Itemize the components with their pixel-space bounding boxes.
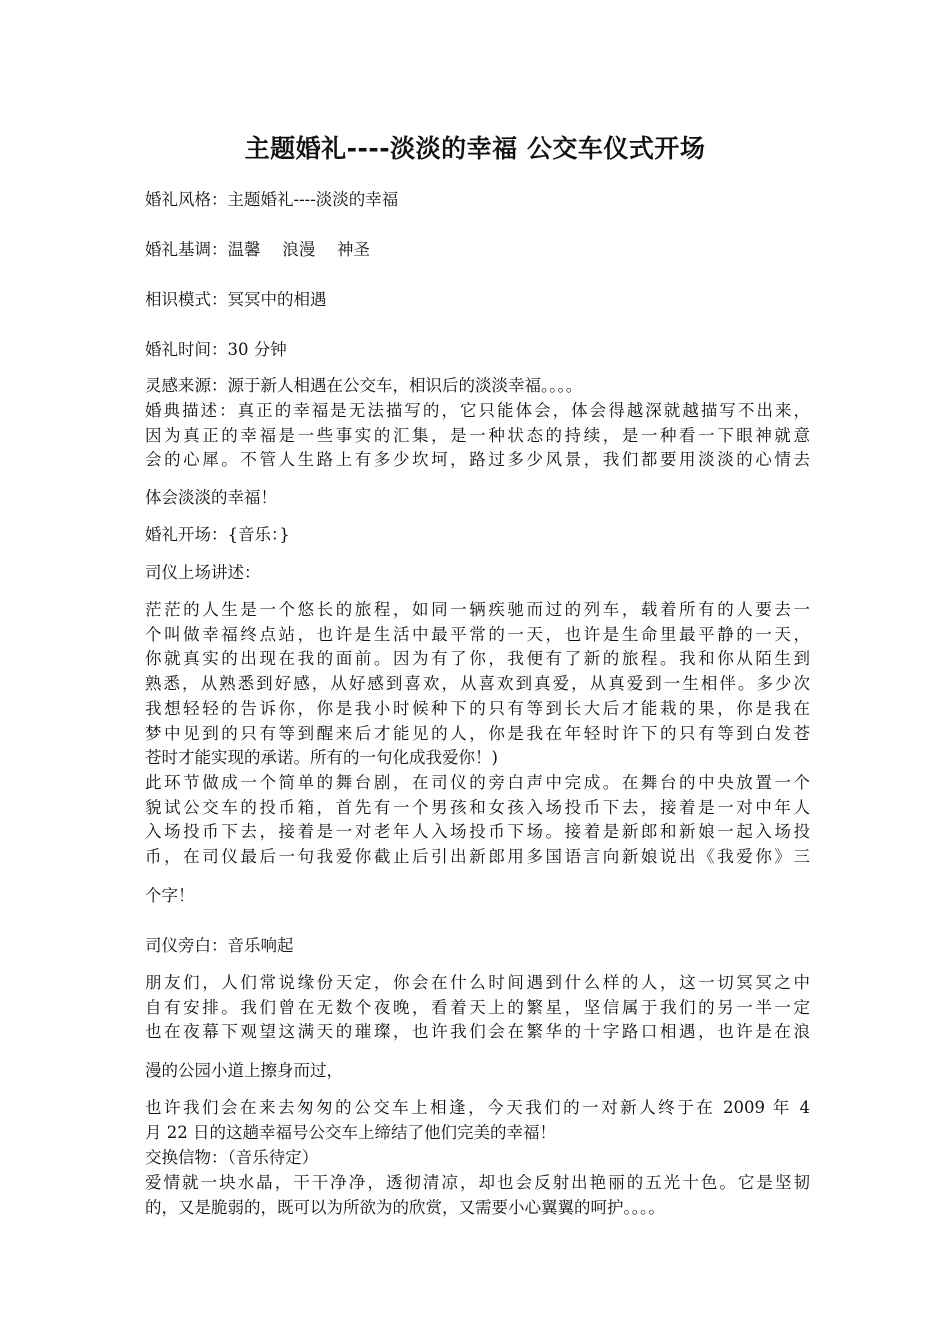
wedding-time-line: 婚礼时间：30 分钟 — [145, 340, 287, 359]
speech-line: 你就真实的出现在我的面前。因为有了你，我便有了新的旅程。我和你从陌生到 — [145, 649, 810, 669]
stage-play-description — [145, 771, 810, 870]
stage-tail: 个字！ — [145, 886, 195, 905]
stage-line: 此环节做成一个简单的舞台剧，在司仪的旁白声中完成。在舞台的中央放置一个 — [145, 773, 810, 792]
speech-line: 梦中见到的只有等到醒来后才能见的人，你是我在年轻时许下的只有等到白发苍 — [145, 723, 810, 743]
speech-line: 个叫做幸福终点站，也许是生活中最平常的一天，也许是生命里最平静的一天， — [145, 624, 810, 644]
meeting-mode-line: 相识模式：冥冥中的相遇 — [145, 290, 327, 309]
wedding-opening-line: 婚礼开场：{音乐：} — [145, 525, 290, 544]
speech-line: 我想轻轻的告诉你，你是我小时候种下的只有等到长大后才能栽的果，你是我在 — [145, 698, 810, 718]
speech-line: 熟悉，从熟悉到好感，从好感到喜欢，从喜欢到真爱，从真爱到一生相伴。多少次 — [145, 674, 810, 694]
love-paragraph — [145, 1171, 810, 1220]
love-line: 的，又是脆弱的，既可以为所欲为的欣赏，又需要小心翼翼的呵护。。。。 — [145, 1197, 665, 1217]
bus-line: 也许我们会在来去匆匆的公交车上相逢，今天我们的一对新人终于在 2009 年 4 — [145, 1098, 810, 1117]
bus-meeting-paragraph — [145, 1096, 810, 1145]
host-speech — [145, 598, 810, 771]
narration-line: 朋友们，人们常说缘份天定，你会在什么时间遇到什么样的人，这一切冥冥之中 — [145, 973, 810, 992]
ceremony-description — [145, 399, 810, 473]
description-line: 婚典描述：真正的幸福是无法描写的，它只能体会，体会得越深就越描写不出来， — [145, 401, 810, 420]
narration-line: 自有安排。我们曾在无数个夜晚，看着天上的繁星，坚信属于我们的另一半一定 — [145, 997, 810, 1017]
inspiration-source-line: 灵感来源：源于新人相遇在公交车，相识后的淡淡幸福。。。。 — [145, 376, 583, 395]
narration-tail: 漫的公园小道上擦身而过， — [145, 1061, 343, 1080]
description-tail: 体会淡淡的幸福！ — [145, 488, 277, 507]
description-line: 会的心犀。不管人生路上有多少坎坷，路过多少风景，我们都要用淡淡的心情去 — [145, 450, 810, 470]
love-line: 爱情就一块水晶，干干净净，透彻清凉，却也会反射出艳丽的五光十色。它是坚韧 — [145, 1173, 810, 1192]
document-title: 主题婚礼----淡淡的幸福 公交车仪式开场 — [244, 134, 706, 163]
exchange-tokens-line: 交换信物：（音乐待定） — [145, 1148, 319, 1167]
speech-line: 茫茫的人生是一个悠长的旅程，如同一辆疾驰而过的列车，载着所有的人要去一 — [145, 600, 810, 619]
description-line: 因为真正的幸福是一些事实的汇集，是一种状态的持续，是一种看一下眼神就意 — [145, 425, 810, 445]
stage-line: 貌试公交车的投币箱，首先有一个男孩和女孩入场投币下去，接着是一对中年人 — [145, 797, 810, 817]
wedding-tone-line: 婚礼基调：温馨 浪漫 神圣 — [145, 240, 370, 259]
narration-line: 也在夜幕下观望这满天的璀璨，也许我们会在繁华的十字路口相遇，也许是在浪 — [145, 1022, 810, 1042]
host-intro-line: 司仪上场讲述： — [145, 563, 261, 582]
stage-line: 入场投币下去，接着是一对老年人入场投币下场。接着是新郎和新娘一起入场投 — [145, 822, 810, 842]
host-narration — [145, 971, 810, 1045]
speech-line: 苍时才能实现的承诺。所有的一句化成我爱你！) — [145, 748, 498, 768]
wedding-style-line: 婚礼风格：主题婚礼----淡淡的幸福 — [145, 190, 399, 209]
bus-line: 月 22 日的这趟幸福号公交车上缔结了他们完美的幸福！ — [145, 1122, 556, 1142]
stage-line: 币，在司仪最后一句我爱你截止后引出新郎用多国语言向新娘说出《我爱你》三 — [145, 847, 810, 867]
narration-intro-line: 司仪旁白：音乐响起 — [145, 936, 294, 955]
